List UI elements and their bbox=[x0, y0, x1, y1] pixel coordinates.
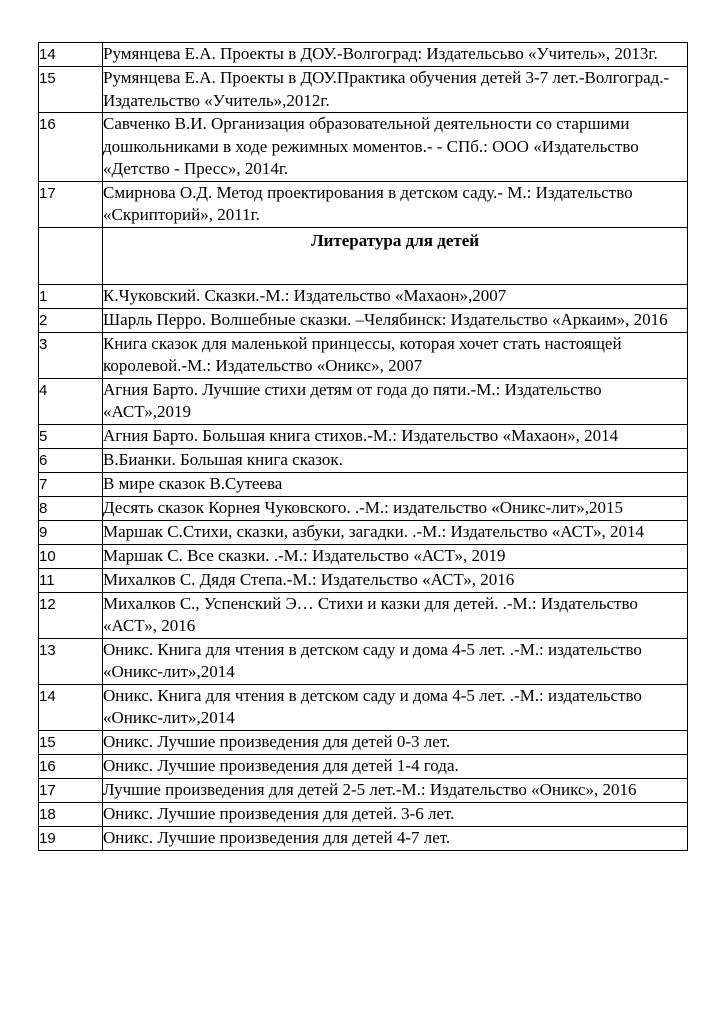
table-row bbox=[39, 378, 688, 424]
row-number: 1 bbox=[39, 284, 103, 308]
section-heading-row bbox=[39, 227, 688, 284]
row-text: Агния Барто. Лучшие стихи детям от года до пяти.-М.: Издательство «АСТ»,2019 bbox=[103, 378, 688, 424]
table-row bbox=[39, 592, 688, 638]
row-text: Оникс. Лучшие произведения для детей 4-7 лет. bbox=[103, 826, 688, 850]
table-row bbox=[39, 472, 688, 496]
row-number: 15 bbox=[39, 730, 103, 754]
row-number: 5 bbox=[39, 424, 103, 448]
row-number: 14 bbox=[39, 684, 103, 730]
table-row bbox=[39, 544, 688, 568]
row-text: В мире сказок В.Сутеева bbox=[103, 472, 688, 496]
row-text: Маршак С.Стихи, сказки, азбуки, загадки. .-М.: Издательство «АСТ», 2014 bbox=[103, 520, 688, 544]
table-row bbox=[39, 424, 688, 448]
row-number: 13 bbox=[39, 638, 103, 684]
row-number: 14 bbox=[39, 43, 103, 67]
table-row bbox=[39, 181, 688, 227]
table-row bbox=[39, 332, 688, 378]
row-number: 9 bbox=[39, 520, 103, 544]
table-row bbox=[39, 754, 688, 778]
row-number: 8 bbox=[39, 496, 103, 520]
table-row bbox=[39, 826, 688, 850]
row-text: Книга сказок для маленькой принцессы, которая хочет стать настоящей королевой.-М.: Издательство «Оникс», 2007 bbox=[103, 332, 688, 378]
section-heading: Литература для детей bbox=[103, 227, 688, 284]
row-number: 6 bbox=[39, 448, 103, 472]
table-row bbox=[39, 520, 688, 544]
row-number: 16 bbox=[39, 754, 103, 778]
row-text: Десять сказок Корнея Чуковского. .-М.: издательство «Оникс-лит»,2015 bbox=[103, 496, 688, 520]
row-text: К.Чуковский. Сказки.-М.: Издательство «Махаон»,2007 bbox=[103, 284, 688, 308]
table-row bbox=[39, 284, 688, 308]
row-number: 10 bbox=[39, 544, 103, 568]
table-row bbox=[39, 778, 688, 802]
table-row bbox=[39, 638, 688, 684]
row-text: Румянцева Е.А. Проекты в ДОУ.Практика обучения детей 3-7 лет.-Волгоград.-Издательство «Учитель»,2012г. bbox=[103, 67, 688, 113]
row-text: Лучшие произведения для детей 2-5 лет.-М.: Издательство «Оникс», 2016 bbox=[103, 778, 688, 802]
row-text: Агния Барто. Большая книга стихов.-М.: Издательство «Махаон», 2014 bbox=[103, 424, 688, 448]
row-number: 12 bbox=[39, 592, 103, 638]
row-number: 2 bbox=[39, 308, 103, 332]
row-text: Савченко В.И. Организация образовательной деятельности со старшими дошкольниками в ходе режимных моментов.- - СПб.: ООО «Издательство «Детство - Пресс», 2014г. bbox=[103, 113, 688, 182]
table-row bbox=[39, 67, 688, 113]
row-text: Оникс. Лучшие произведения для детей 1-4 года. bbox=[103, 754, 688, 778]
row-text: Оникс. Лучшие произведения для детей. 3-6 лет. bbox=[103, 802, 688, 826]
row-text: Смирнова О.Д. Метод проектирования в детском саду.- М.: Издательство «Скрипторий», 2011г. bbox=[103, 181, 688, 227]
table-row bbox=[39, 730, 688, 754]
row-number: 19 bbox=[39, 826, 103, 850]
row-number: 15 bbox=[39, 67, 103, 113]
row-number: 11 bbox=[39, 568, 103, 592]
table-row bbox=[39, 308, 688, 332]
table-row bbox=[39, 684, 688, 730]
row-text: В.Бианки. Большая книга сказок. bbox=[103, 448, 688, 472]
table-row bbox=[39, 113, 688, 182]
row-text: Оникс. Лучшие произведения для детей 0-3 лет. bbox=[103, 730, 688, 754]
table-row bbox=[39, 496, 688, 520]
row-number: 4 bbox=[39, 378, 103, 424]
bibliography-table bbox=[38, 42, 688, 851]
row-number-empty bbox=[39, 227, 103, 284]
table-row bbox=[39, 568, 688, 592]
row-text: Оникс. Книга для чтения в детском саду и дома 4-5 лет. .-М.: издательство «Оникс-лит»,2014 bbox=[103, 638, 688, 684]
table-row bbox=[39, 802, 688, 826]
row-text: Шарль Перро. Волшебные сказки. –Челябинск: Издательство «Аркаим», 2016 bbox=[103, 308, 688, 332]
row-text: Румянцева Е.А. Проекты в ДОУ.-Волгоград: Издательсьво «Учитель», 2013г. bbox=[103, 43, 688, 67]
row-number: 18 bbox=[39, 802, 103, 826]
table-row bbox=[39, 43, 688, 67]
row-number: 7 bbox=[39, 472, 103, 496]
row-text: Маршак С. Все сказки. .-М.: Издательство «АСТ», 2019 bbox=[103, 544, 688, 568]
row-number: 17 bbox=[39, 778, 103, 802]
row-text: Михалков С. Дядя Степа.-М.: Издательство «АСТ», 2016 bbox=[103, 568, 688, 592]
row-number: 16 bbox=[39, 113, 103, 182]
row-text: Михалков С., Успенский Э… Стихи и казки для детей. .-М.: Издательство «АСТ», 2016 bbox=[103, 592, 688, 638]
row-number: 3 bbox=[39, 332, 103, 378]
row-number: 17 bbox=[39, 181, 103, 227]
row-text: Оникс. Книга для чтения в детском саду и дома 4-5 лет. .-М.: издательство «Оникс-лит»,2014 bbox=[103, 684, 688, 730]
table-row bbox=[39, 448, 688, 472]
